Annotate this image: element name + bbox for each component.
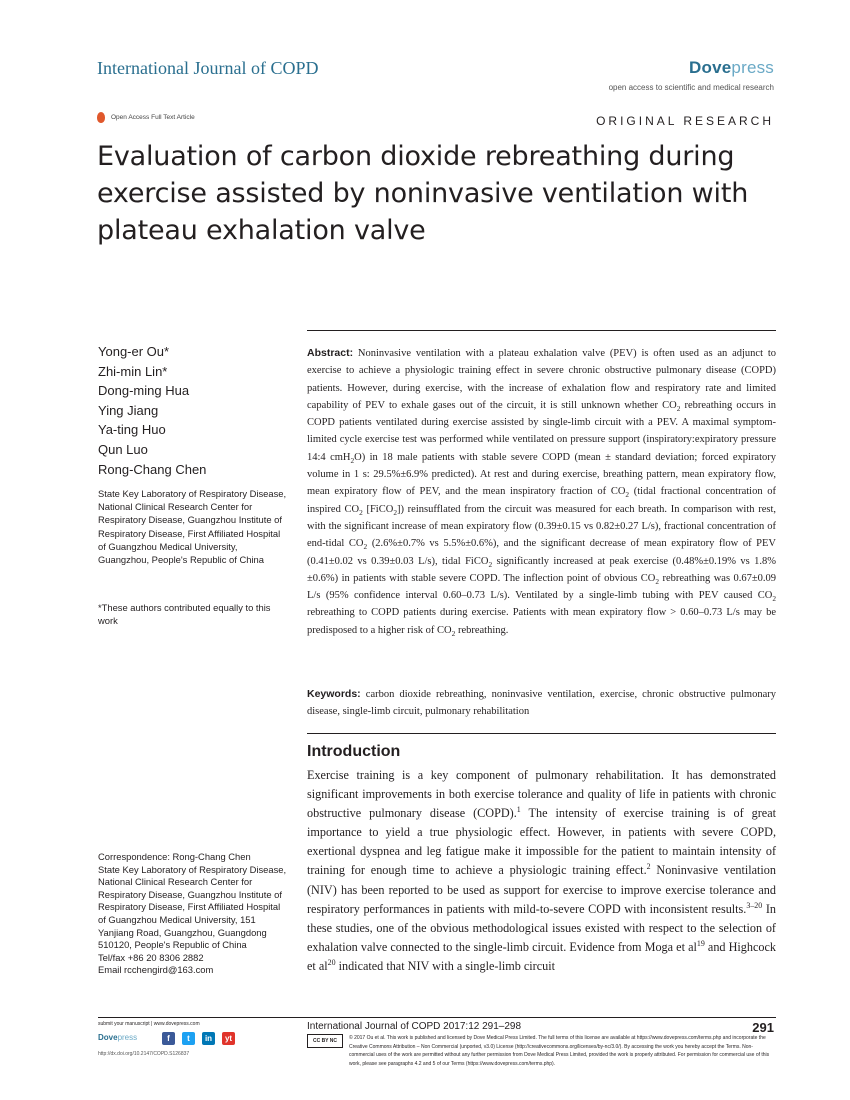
open-access-label: Open Access Full Text Article: [111, 114, 195, 121]
facebook-icon[interactable]: f: [162, 1032, 175, 1045]
footer-publisher-logo[interactable]: [98, 1033, 137, 1042]
creative-commons-icon[interactable]: CC BY NC: [307, 1034, 343, 1048]
abstract-text: (tidal fractional concentration of inspired CO: [307, 486, 776, 515]
author-name: Qun Luo: [98, 441, 148, 457]
abstract-text: rebreathing.: [455, 624, 509, 636]
intro-text: The intensity of exercise training is of great importance to yield a true physiologic effect. However, in patients with severe COPD, exertional dyspnea and leg fatigue make it impossible for the patient to maintain intensity of training for enough time to achieve a physiologic training effect.: [307, 806, 776, 878]
abstract-text: [FiCO: [362, 503, 394, 515]
author-list: [98, 342, 206, 479]
intro-text: and Highcock et al: [307, 939, 776, 973]
author-name: Dong-ming Hua: [98, 383, 190, 399]
intro-heading: Introduction: [307, 743, 401, 760]
intro-text: Exercise training is a key component of pulmonary rehabilitation. It has demonstrated significant improvements in both exercise tolerance and quality of life in patients with chronic obstructive pulmonary disease (COPD).: [307, 768, 776, 821]
reference-link[interactable]: 3–20: [746, 900, 763, 910]
subscript: 2: [655, 576, 660, 586]
reference-link[interactable]: 2: [646, 862, 651, 872]
author-name: Yong-er Ou*: [98, 344, 170, 359]
subscript: 2: [676, 403, 681, 413]
author-name: Zhi-min Lin*: [98, 363, 168, 379]
contribution-note: *These authors contributed equally to this work: [98, 602, 271, 627]
youtube-icon[interactable]: yt: [222, 1032, 235, 1045]
publisher-logo-bold: Dove: [689, 58, 732, 77]
affiliation: State Key Laboratory of Respiratory Disease, National Clinical Research Center for Respiratory Disease, Guangzhou Institute of Respiratory Disease, First Affiliated Hospital of Guangzhou Medical University, Guangzhou, People's Republic of China: [98, 488, 287, 566]
abstract-label: Abstract:: [307, 347, 354, 359]
correspondence-email[interactable]: Email rcchengird@163.com: [98, 964, 214, 976]
submit-manuscript-link[interactable]: submit your manuscript | www.dovepress.com: [98, 1021, 200, 1027]
article-title: Evaluation of carbon dioxide rebreathing during exercise assisted by noninvasive ventilation with plateau exhalation valve: [97, 141, 749, 246]
subscript: 2: [359, 507, 363, 517]
subscript: 2: [625, 490, 630, 500]
intro-paragraph: [307, 766, 776, 976]
subscript: 2: [363, 542, 368, 552]
abstract-text: (2.6%±0.7% vs 5.5%±0.6%), and the significant decrease of mean expiratory flow of PEV (0.41±0.02 vs 0.39±0.03 L/s), tidal FiCO: [307, 538, 777, 567]
subscript: 2: [451, 628, 456, 638]
abstract-text: ]) reinsufflated from the circuit was measured for each breath. In comparison with rest, with the significant increase of mean expiratory flow (0.39±0.15 vs 0.82±0.27 L/s), fractional concentration of end-tidal CO: [307, 503, 776, 550]
keywords-label: Keywords:: [307, 688, 361, 700]
license-block: [307, 1034, 776, 1068]
article-type: ORIGINAL RESEARCH: [596, 114, 774, 128]
subscript: 2: [488, 559, 493, 569]
correspondence-name: Correspondence: Rong-Chang Chen: [98, 851, 251, 862]
journal-citation: International Journal of COPD 2017:12 291–298: [307, 1021, 522, 1032]
correspondence-address: State Key Laboratory of Respiratory Disease, National Clinical Research Center for Respiratory Disease, Guangzhou Institute of Respiratory Disease, First Affiliated Hospital of Guangzhou Medical University, 151 Yanjiang Road, Guangzhou, Guangdong 510120, People's Republic of China: [98, 863, 287, 951]
abstract-top-rule: [307, 330, 776, 331]
footer-logo-light: press: [117, 1033, 138, 1042]
abstract-text: rebreathing occurs in COPD patients ventilated during exercise assisted by single-limb circuit with a PEV. A maximal symptom-limited cycle exercise test was performed while ventilated on pressure support (inspiratory:expiratory pressure 14:4 cmH: [307, 399, 776, 463]
abstract-text: Noninvasive ventilation with a plateau exhalation valve (PEV) is often used as an adjunct to exercise to achieve a physiologic training effect in severe chronic obstructive pulmonary disease (COPD) patients. However, during exercise, with the increase of exhalation flow and respiratory rate and limited capability of PEV to exhale gases out of the circuit, it is still unknown whether CO: [307, 348, 776, 411]
subscript: 2: [772, 594, 776, 604]
correspondence: [98, 851, 288, 977]
footer-logo-bold: Dove: [98, 1033, 118, 1042]
reference-link[interactable]: 19: [696, 938, 705, 948]
publisher-logo-light: press: [731, 58, 774, 77]
correspondence-tel: Tel/fax +86 20 8306 2882: [98, 951, 204, 963]
reference-link[interactable]: 1: [516, 805, 521, 815]
social-links: [162, 1032, 235, 1045]
publisher-tagline: open access to scientific and medical research: [608, 83, 774, 92]
subscript: 2: [393, 507, 397, 517]
author-name: Rong-Chang Chen: [98, 461, 207, 477]
keywords: [307, 686, 776, 721]
abstract-text: rebreathing to COPD patients during exercise. Patients with mean expiratory flow > 0.60–0.73 L/s may be predisposed to a higher risk of CO: [307, 607, 776, 636]
abstract-text: O) in 18 male patients with stable severe COPD (mean ± standard deviation; forced expiratory volume in 1 s: 29.5%±6.9% predicted). At rest and during exercise, breathing pattern, mean expiratory flow, mean expiratory flow of PEV, and the mean inspiratory fraction of CO: [307, 451, 777, 498]
abstract: [307, 345, 776, 639]
intro-text: In these studies, one of the obvious methodological issues existed with respect to the selection of exhalation valve connected to the single-limb circuit. Evidence from Moga et al: [307, 901, 777, 954]
page-number: 291: [752, 1020, 774, 1035]
intro-text: Noninvasive ventilation (NIV) has been reported to be used as support for exercise to improve exercise tolerance and respiratory performances in patients with mild-to-severe COPD with inconsistent results.: [307, 863, 776, 916]
abstract-text: significantly increased at peak exercise (0.48%±0.19% vs 1.8%±0.6%) in patients with stable severe COPD. The inflection point of obvious CO: [307, 555, 776, 584]
keywords-text: carbon dioxide rebreathing, noninvasive ventilation, exercise, chronic obstructive pulmonary disease, single-limb circuit, pulmonary rehabilitation: [307, 689, 777, 718]
publisher-logo[interactable]: [689, 58, 774, 78]
footer-rule: [98, 1017, 776, 1018]
author-name: Ying Jiang: [98, 402, 159, 418]
reference-link[interactable]: 20: [327, 957, 336, 967]
author-name: Ya-ting Huo: [98, 422, 166, 438]
journal-title[interactable]: International Journal of COPD: [97, 58, 319, 78]
abstract-text: rebreathing was 0.67±0.09 L/s (95% confidence interval 0.60–0.73 L/s). Ventilated by a single-limb tubing with PEV caused CO: [307, 572, 776, 602]
doi-link[interactable]: http://dx.doi.org/10.2147/COPD.S126837: [98, 1051, 190, 1057]
intro-text: indicated that NIV with a single-limb circuit: [335, 958, 555, 973]
license-text: © 2017 Ou et al. This work is published and licensed by Dove Medical Press Limited. The full terms of this license are available at https://www.dovepress.com/terms.php and incorporate the Creative Commons Attribution – Non Commercial (unported, v3.0) License (http://creativecommons.org/licenses/by-nc/3.0/). By accessing the work you hereby accept the Terms. Non-commercial uses of the work are permitted without any further permission from Dove Medical Press Limited, provided the work is properly attributed. For permission for commercial use of this work, please see paragraphs 4.2 and 5 of our Terms (https://www.dovepress.com/terms.php).: [349, 1035, 770, 1067]
intro-rule: [307, 733, 776, 734]
open-access-badge: [97, 112, 195, 123]
subscript: 2: [350, 455, 355, 465]
twitter-icon[interactable]: t: [182, 1032, 195, 1045]
open-access-icon: [97, 112, 105, 123]
linkedin-icon[interactable]: in: [202, 1032, 215, 1045]
